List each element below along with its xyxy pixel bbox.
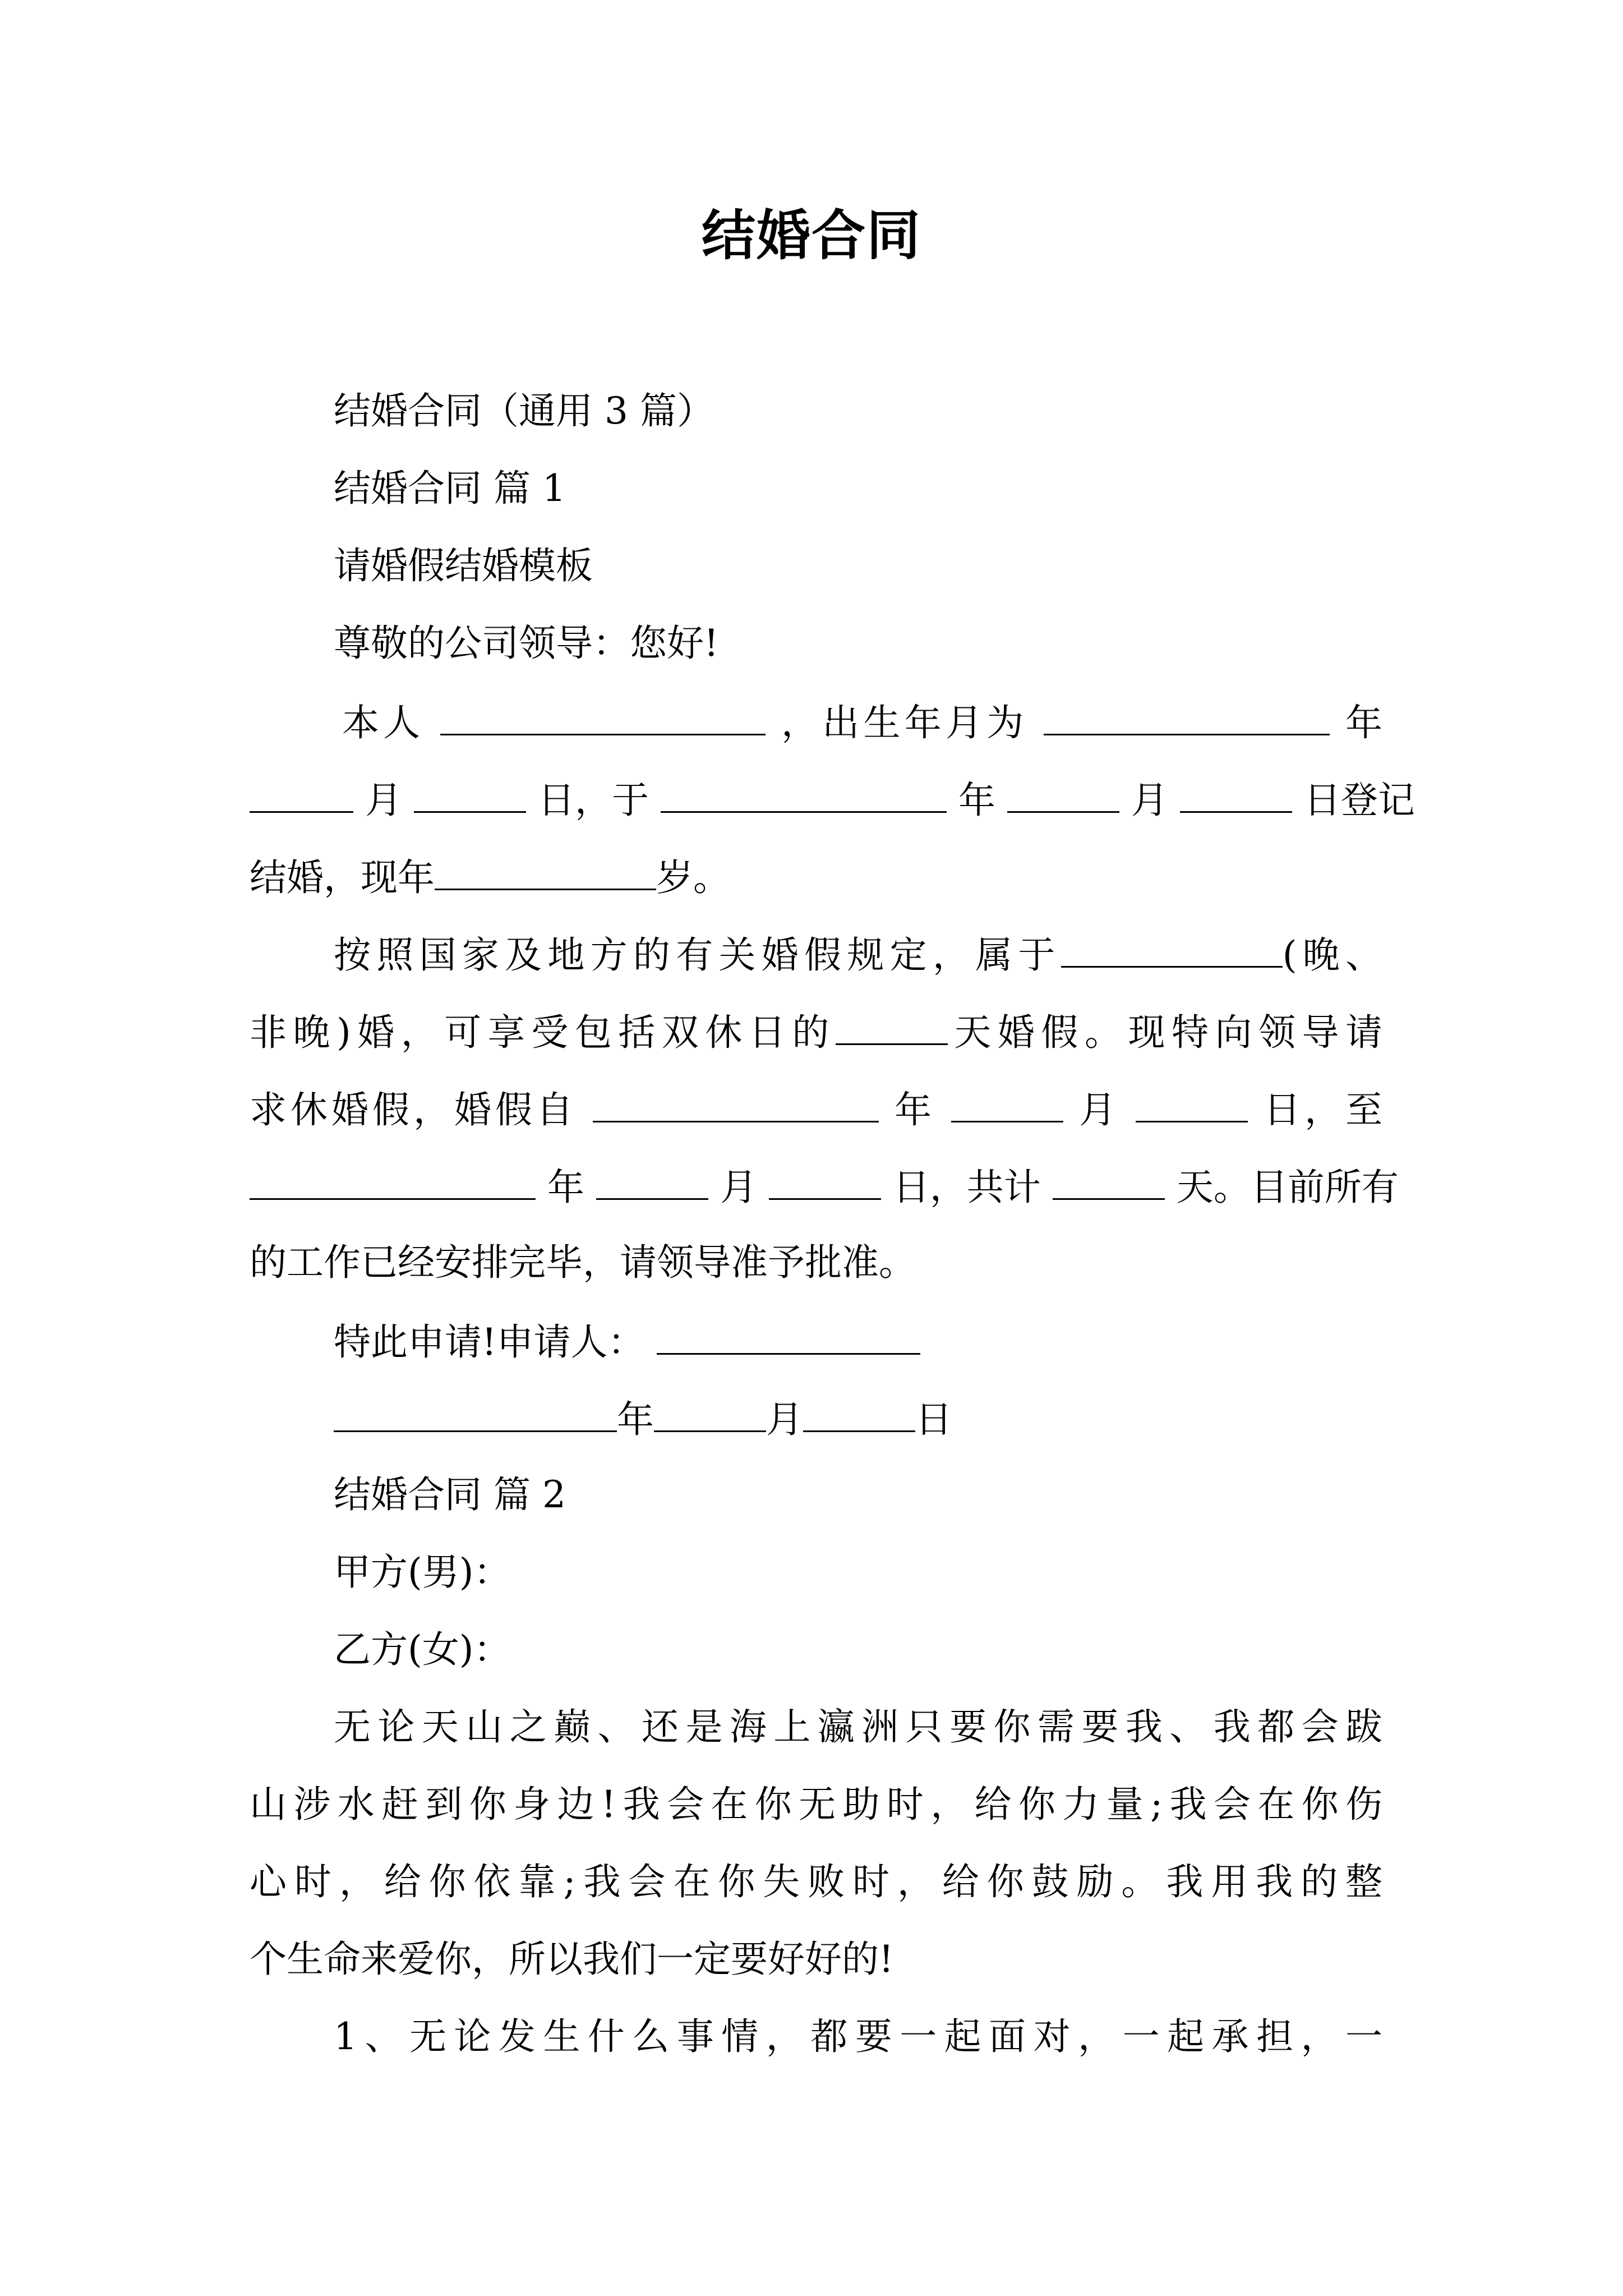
text-segment: 年: [617, 1398, 654, 1441]
blank-line: [440, 702, 766, 735]
subtitle: 结婚合同（通用 3 篇）: [334, 389, 714, 432]
paragraph-line: [250, 935, 1382, 979]
text-segment: 日登记: [1303, 779, 1415, 822]
paragraph-line: [250, 1166, 1399, 1212]
text-segment: 特此申请!申请人：: [334, 1320, 645, 1364]
party-a: 甲方(男)：: [334, 1550, 511, 1594]
blank-line: [596, 1167, 708, 1200]
text-segment: (晚、: [1282, 933, 1383, 977]
paragraph-line: [250, 1322, 1382, 1366]
blank-line: [414, 780, 526, 813]
paragraph-line: 心时，给你依靠;我会在你失败时，给你鼓励。我用我的整: [250, 1860, 1382, 1903]
blank-line: [1180, 780, 1292, 813]
paragraph-line: [250, 857, 1382, 902]
text-segment: 日: [915, 1398, 952, 1441]
text-segment: 日，至: [1264, 1088, 1383, 1131]
blank-line: [1061, 935, 1283, 968]
blank-line: [661, 780, 947, 813]
document-title: 结婚合同: [702, 204, 921, 267]
paragraph-line: [250, 702, 1382, 747]
paragraph-line: [250, 1089, 1382, 1134]
text-segment: 天。目前所有: [1176, 1166, 1399, 1209]
text-segment: ，出生年月为: [781, 701, 1028, 744]
blank-line: [1007, 780, 1119, 813]
paragraph-line: 无论天山之巅、还是海上瀛洲只要你需要我、我都会跋: [334, 1705, 1382, 1749]
text-segment: 非晚)婚，可享受包括双休日的: [250, 1011, 836, 1054]
blank-line: [657, 1322, 920, 1355]
text-segment: 年: [547, 1166, 584, 1209]
paragraph-line: [250, 779, 1415, 825]
text-segment: 按照国家及地方的有关婚假规定，属于: [334, 933, 1061, 977]
text-segment: 天婚假。现特向领导请: [947, 1011, 1383, 1054]
party-b: 乙方(女)：: [334, 1628, 511, 1671]
blank-line: [250, 1167, 536, 1200]
paragraph-line: [250, 1012, 1382, 1057]
blank-line: [951, 1089, 1063, 1122]
blank-line: [593, 1089, 879, 1122]
blank-line: [769, 1167, 881, 1200]
blank-line: [803, 1399, 915, 1432]
paragraph-line: 1、无论发生什么事情，都要一起面对，一起承担，一: [334, 2015, 1382, 2058]
blank-line: [654, 1399, 766, 1432]
blank-line: [250, 780, 353, 813]
text-segment: 月: [365, 779, 402, 822]
text-segment: 年: [958, 779, 995, 822]
date-line: [250, 1399, 1382, 1444]
text-segment: 岁。: [656, 856, 730, 899]
text-segment: 月: [1131, 779, 1168, 822]
blank-line: [1044, 702, 1330, 735]
text-segment: 求休婚假，婚假自: [250, 1088, 578, 1131]
text-segment: 年: [895, 1088, 936, 1131]
text-segment: 日，于: [537, 779, 649, 822]
paragraph-line: 山涉水赶到你身边!我会在你无助时，给你力量;我会在你伤: [250, 1783, 1382, 1826]
blank-line: [435, 857, 656, 890]
text-segment: 月: [766, 1398, 803, 1441]
blank-line: [1136, 1089, 1248, 1122]
text-segment: 日，共计: [892, 1166, 1041, 1209]
blank-line: [334, 1399, 617, 1432]
blank-line: [836, 1012, 948, 1045]
text-segment: 本人: [342, 701, 425, 744]
text-segment: 结婚，现年: [250, 856, 435, 899]
section-heading-1: 结婚合同 篇 1: [334, 467, 566, 510]
paragraph-line: 的工作已经安排完毕，请领导准予批准。: [250, 1241, 916, 1284]
paragraph-line: 个生命来爱你，所以我们一定要好好的!: [250, 1938, 894, 1981]
text-segment: 月: [1079, 1088, 1121, 1131]
salutation: 尊敬的公司领导：您好!: [334, 622, 719, 665]
blank-line: [1053, 1167, 1165, 1200]
text-segment: 年: [1345, 701, 1383, 744]
section-heading-2: 结婚合同 篇 2: [334, 1473, 566, 1516]
text-segment: 月: [720, 1166, 757, 1209]
paragraph-line: 请婚假结婚模板: [334, 544, 593, 587]
